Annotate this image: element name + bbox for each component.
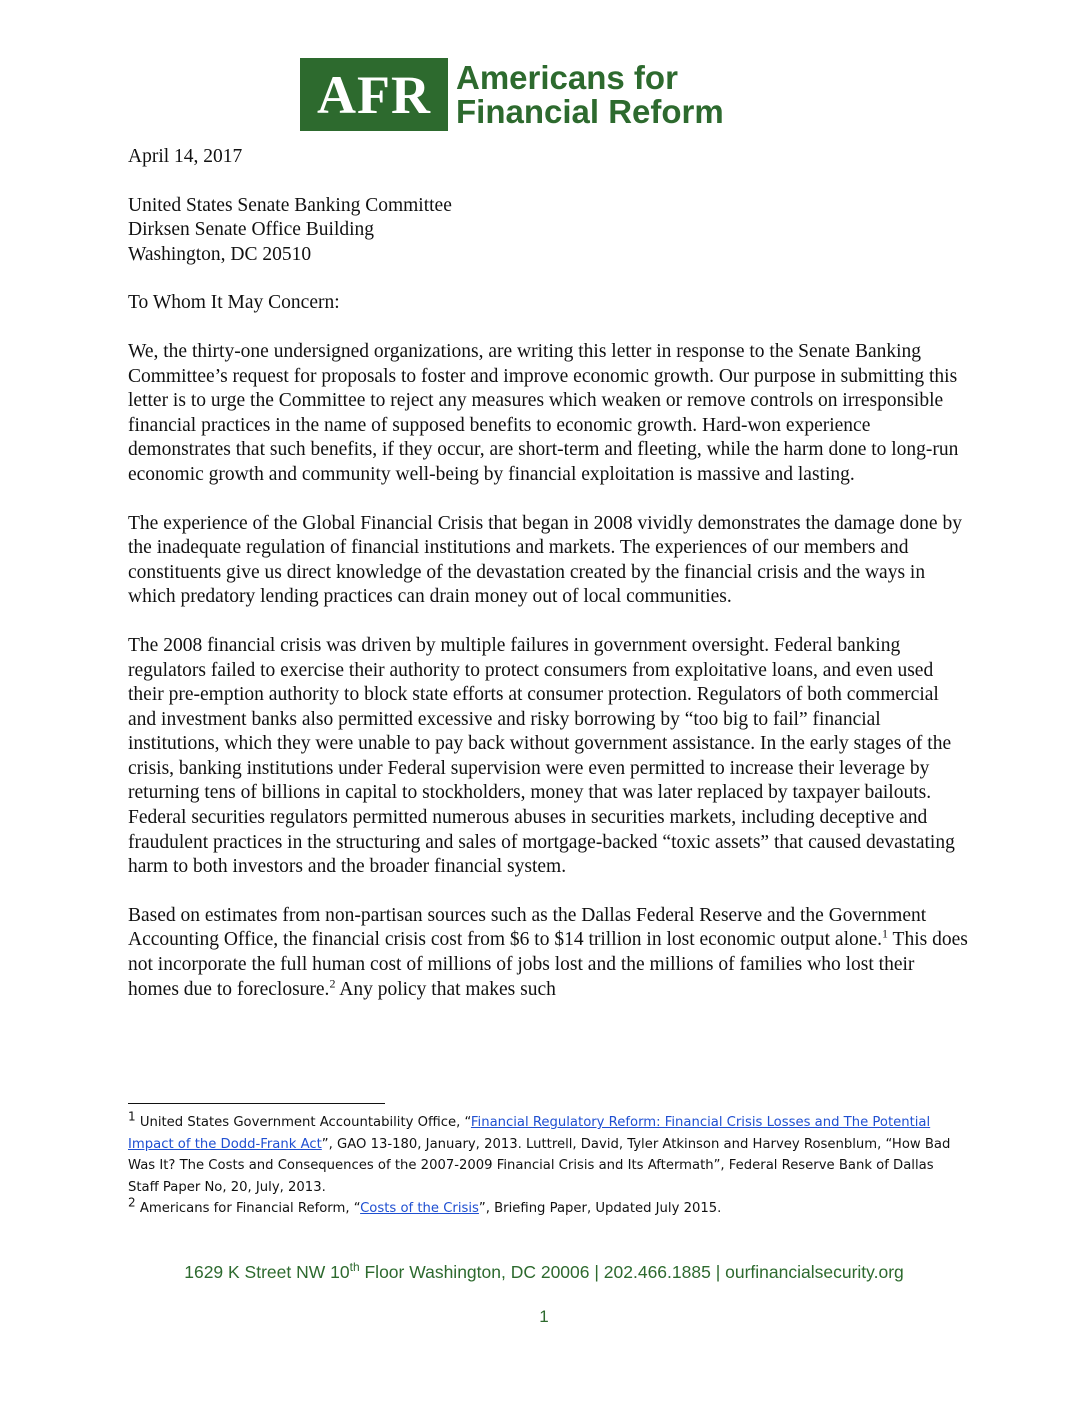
paragraph-text: Any policy that makes such [335,978,556,1000]
recipient-line: Dirksen Senate Office Building [128,219,375,241]
letter-body [128,145,968,1002]
body-paragraph: We, the thirty-one undersigned organizations, are writing this letter in response to the Senate Banking Committee’s request for proposals to foster and improve economic growth. Our purpose in submitting this letter is to urge the Committee to reject any measures which weaken or remove controls on irresponsible financial practices in the name of supposed benefits to economic growth. Hard-won experience demonstrates that such benefits, if they occur, are short-term and fleeting, while the harm done to long-run economic growth and community well-being by financial exploitation is massive and lasting. [128,340,959,485]
body-paragraph: The experience of the Global Financial Crisis that began in 2008 vividly demonstrates the damage done by the inadequate regulation of financial institutions and markets. The experiences of our members and constituents give us direct knowledge of the devastation created by the financial crisis and the ways in which predatory lending practices can drain money out of local communities. [128,512,962,608]
footnote-text: ”, Briefing Paper, Updated July 2015. [478,1201,722,1216]
paragraph-text: Based on estimates from non-partisan sources such as the Dallas Federal Reserve and the Government Accounting Office, the financial crisis cost from $6 to $14 trillion in lost economic output alone. [128,904,927,951]
afr-logo [300,58,724,131]
page-number: 1 [539,1307,549,1326]
recipient-address [128,194,968,268]
footnote-text: United States Government Accountability Office, “ [135,1115,471,1130]
logo-name-line2: Financial Reform [456,92,724,130]
footnote-divider [128,1103,385,1104]
paragraph-text: This does not incorporate the full human cost of millions of jobs lost and the millions of families who lost their homes due to foreclosure. [128,929,968,1000]
body-paragraph-last [128,904,968,1002]
footnote-ref[interactable]: 1 [882,926,889,941]
letter-date: April 14, 2017 [128,146,243,167]
footer-superscript: th [349,1260,360,1275]
logo-org-name [456,58,724,130]
footnote-1 [128,1109,968,1198]
footnote-text: Americans for Financial Reform, “ [135,1201,361,1216]
logo-abbreviation: AFR [300,58,448,131]
footnote-2 [128,1195,968,1220]
recipient-line: United States Senate Banking Committee [128,194,452,216]
footer-contact [0,1262,1088,1283]
footnote-ref[interactable]: 2 [329,976,336,991]
footnote-link[interactable]: Costs of the Crisis [360,1201,479,1216]
footer-text: Floor Washington, DC 20006 | 202.466.1885 | ourfinancialsecurity.org [359,1262,904,1282]
footnote-text: ”, GAO 13-180, January, 2013. Luttrell, David, Tyler Atkinson and Harvey Rosenblum, “How Bad Was It? The Costs and Consequences of the 2007-2009 Financial Crisis and Its Aftermath”, Federal Reserve Bank of Dallas Staff Paper No, 20, July, 2013. [128,1136,951,1195]
recipient-line: Washington, DC 20510 [128,243,312,265]
footer-text: 1629 K Street NW 10 [184,1262,350,1282]
logo-name-line1: Americans for [456,58,678,96]
salutation: To Whom It May Concern: [128,292,340,314]
footnote-marker: 1 [128,1109,136,1124]
footnote-marker: 2 [128,1195,136,1210]
footnote-link[interactable]: Financial Regulatory Reform: Financial Crisis Losses and The Potential Impact of the Dodd-Frank Act [128,1115,931,1152]
body-paragraph: The 2008 financial crisis was driven by multiple failures in government oversight. Federal banking regulators failed to exercise their authority to protect consumers from exploitative loans, and even used their pre-emption authority to block state efforts at consumer protection. Regulators of both commercial and investment banks also permitted excessive and risky borrowing by “too big to fail” financial institutions, which they were unable to pay back without government assistance. In the early stages of the crisis, banking institutions under Federal supervision were even permitted to increase their leverage by returning tens of billions in capital to stockholders, money that was later replaced by taxpayer bailouts. Federal securities regulators permitted numerous abuses in securities markets, including deceptive and fraudulent practices in the structuring and sales of mortgage-backed “toxic assets” that caused devastating harm to both investors and the broader financial system. [128,634,955,878]
footnotes [128,1109,968,1220]
